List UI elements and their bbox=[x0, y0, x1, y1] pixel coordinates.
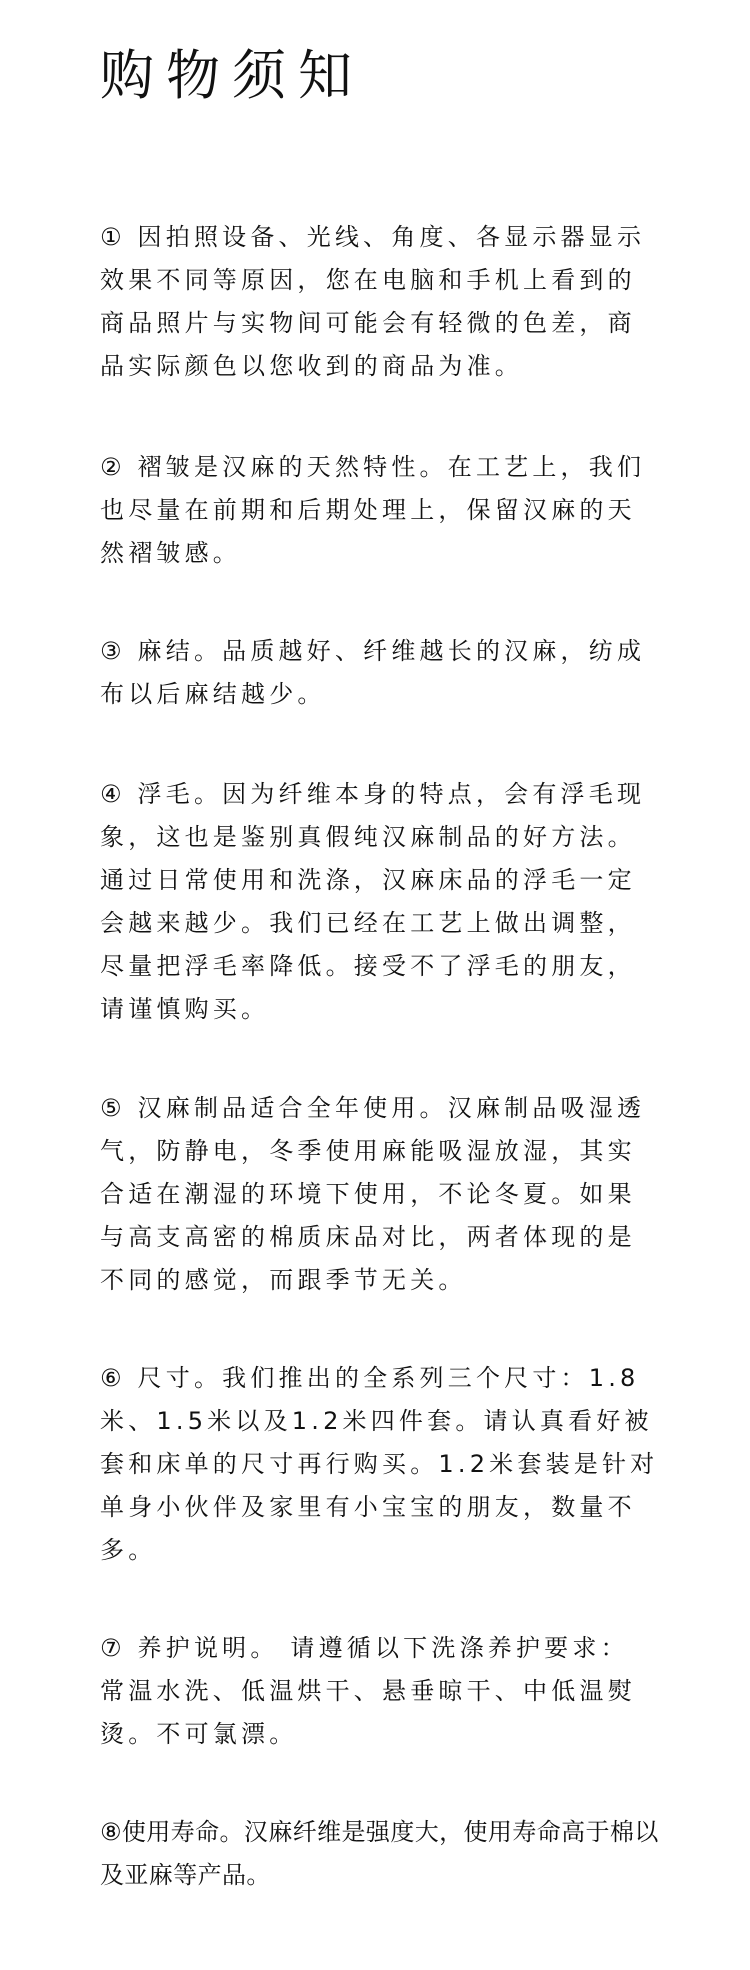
page-title: 购物须知 bbox=[100, 44, 364, 107]
notice-item-color-difference: ① 因拍照设备、光线、角度、各显示器显示 效果不同等原因，您在电脑和手机上看到的 商品照片与实物间可能会有轻微的色差，商 品实际颜色以您收到的商品为准。 bbox=[100, 223, 646, 380]
notice-item-seasonal-use: ⑤ 汉麻制品适合全年使用。汉麻制品吸湿透 气，防静电，冬季使用麻能吸湿放湿，其实 合适在潮湿的环境下使用，不论冬夏。如果 与高支高密的棉质床品对比，两者体现的是 不同的感觉，而跟季节无关。 bbox=[100, 1094, 646, 1294]
notice-item-lifespan: ⑧使用寿命。汉麻纤维是强度大，使用寿命高于棉以 及亚麻等产品。 bbox=[100, 1818, 659, 1889]
notice-item-lint: ④ 浮毛。因为纤维本身的特点，会有浮毛现 象，这也是鉴别真假纯汉麻制品的好方法。 通过日常使用和洗涤，汉麻床品的浮毛一定 会越来越少。我们已经在工艺上做出调整， 尽量把浮毛率降低。接受不了浮毛的朋友， 请谨慎购买。 bbox=[100, 780, 646, 1023]
notice-item-care-instructions: ⑦ 养护说明。 请遵循以下洗涤养护要求： 常温水洗、低温烘干、悬垂晾干、中低温熨 烫。不可氯漂。 bbox=[100, 1634, 636, 1748]
notice-list bbox=[100, 216, 682, 1898]
notice-item-knots: ③ 麻结。品质越好、纤维越长的汉麻，纺成 布以后麻结越少。 bbox=[100, 637, 646, 708]
notice-item-wrinkles: ② 褶皱是汉麻的天然特性。在工艺上，我们 也尽量在前期和后期处理上，保留汉麻的天 然褶皱感。 bbox=[100, 453, 646, 567]
notice-item-sizes: ⑥ 尺寸。我们推出的全系列三个尺寸：1.8 米、1.5米以及1.2米四件套。请认真看好被 套和床单的尺寸再行购买。1.2米套装是针对 单身小伙伴及家里有小宝宝的朋友，数量不 多。 bbox=[100, 1364, 659, 1564]
